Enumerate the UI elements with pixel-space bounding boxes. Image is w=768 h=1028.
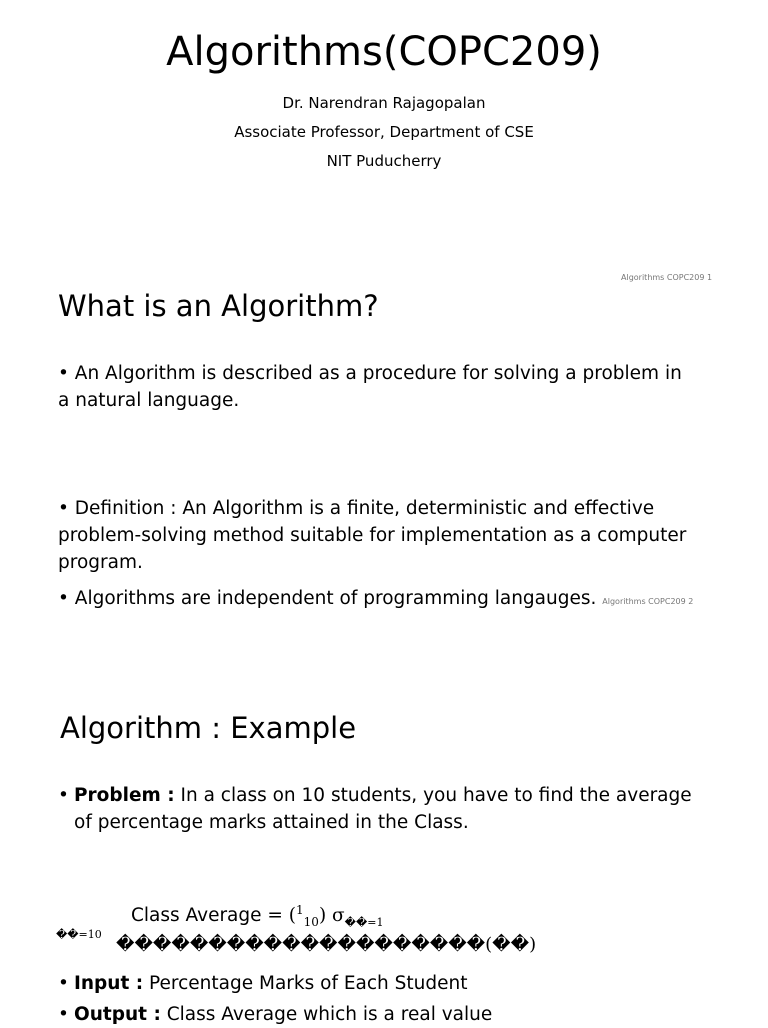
problem-bullet — [58, 782, 708, 836]
problem-label: Problem : — [74, 785, 175, 806]
formula-sub: 10 — [303, 914, 319, 929]
input-bullet — [58, 970, 708, 997]
formula-eq: = ( — [261, 905, 297, 927]
slide2-bullet-2: • Definition : An Algorithm is a finite, deterministic and effective problem-solving method suitable for implementation as a computer program. — [58, 498, 687, 573]
slide1-footer: Algorithms COPC209 1 — [621, 273, 713, 282]
formula-label: Class Average — [131, 905, 262, 927]
slide2-footer: Algorithms COPC209 2 — [602, 597, 694, 606]
problem-text — [74, 782, 708, 836]
output-body: Class Average which is a real value — [160, 1004, 493, 1025]
bullet-dot: • — [58, 785, 69, 806]
author-institution: NIT Puducherry — [326, 152, 442, 170]
output-label: Output : — [74, 1004, 161, 1025]
slide2-bullet-3 — [58, 585, 738, 612]
input-label: Input : — [74, 973, 144, 994]
formula-paren: ) σ — [318, 905, 345, 927]
bullet-dot: • — [58, 973, 69, 994]
formula-sup: 1 — [296, 903, 304, 917]
problem-body: In a class on 10 students, you have to find the average of percentage marks attained in the Class. — [74, 785, 692, 833]
formula-upper-limit: ��=10 — [56, 928, 102, 941]
bullet-dot: • — [58, 1004, 69, 1025]
input-body: Percentage Marks of Each Student — [143, 973, 468, 994]
slide1-title: Algorithms(COPC209) — [166, 29, 602, 75]
slide2-bullet-3-text: • Algorithms are independent of programming langauges. — [58, 588, 597, 609]
author-name: Dr. Narendran Rajagopalan — [282, 94, 486, 112]
slide2-bullet-1: • An Algorithm is described as a procedure for solving a problem in a natural language. — [58, 363, 682, 411]
input-text — [74, 970, 708, 997]
formula-line-1 — [131, 896, 383, 937]
slide2-heading: What is an Algorithm? — [58, 289, 379, 323]
slide3-heading: Algorithm : Example — [60, 711, 357, 745]
formula-garbled: ��������������������(��) — [116, 934, 537, 955]
formula-sum-sub: ��=1 — [344, 915, 384, 929]
author-title: Associate Professor, Department of CSE — [234, 123, 534, 141]
